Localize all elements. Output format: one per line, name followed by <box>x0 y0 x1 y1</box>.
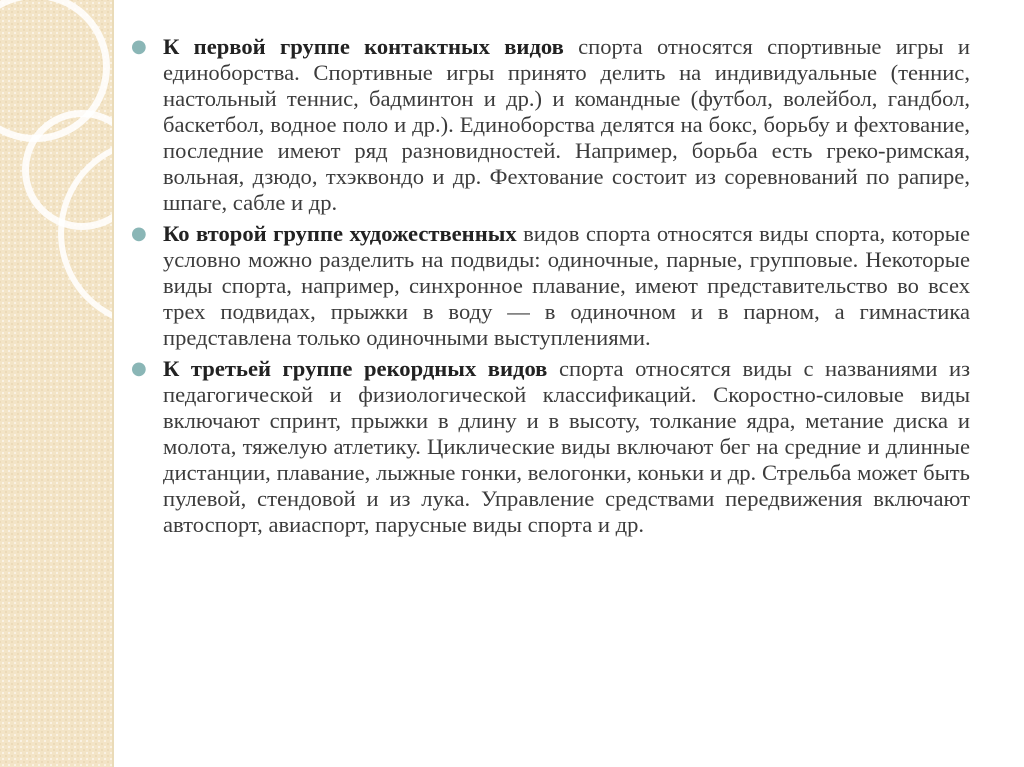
bullet-icon: ● <box>131 36 147 57</box>
decorative-side-band <box>0 0 112 767</box>
bullet-heading: Ко второй группе художественных <box>163 221 517 246</box>
bullet-heading: К третьей группе рекордных видов <box>163 356 548 381</box>
bullet-item-artistic <box>128 221 970 351</box>
bullet-text: видов спорта относятся виды спорта, которые условно можно разделить на подвиды: одиночные, парные, групповые. Некоторые виды спорта, например, синхронное плавание, имеют представительство во всех трех подвидах, прыжки в воду — в одиночном и в парном, а гимнастика представлена только одиночными выступлениями. <box>163 221 970 350</box>
band-divider <box>112 0 114 767</box>
bullet-icon: ● <box>131 223 147 244</box>
bullet-text: спорта относятся спортивные игры и единоборства. Спортивные игры принято делить на индивидуальные (теннис, настольный теннис, бадминтон и др.) и командные (футбол, волейбол, гандбол, баскетбол, водное поло и др.). Единоборства делятся на бокс, борьбу и фехтование, последние имеют ряд разновидностей. Например, борьба есть греко-римская, вольная, дзюдо, тхэквондо и др. Фехтование состоит из соревнований по рапире, шпаге, сабле и др. <box>163 34 970 215</box>
bullet-icon: ● <box>131 358 147 379</box>
bullet-heading: К первой группе контактных видов <box>163 34 564 59</box>
bullet-list <box>128 34 970 538</box>
bullet-text: спорта относятся виды с названиями из педагогической и физиологической классификаций. Скоростно-силовые виды включают спринт, прыжки в длину и в высоту, толкание ядра, метание диска и молота, тяжелую атлетику. Циклические виды включают бег на средние и длинные дистанции, плавание, лыжные гонки, велогонки, коньки и др. Стрельба может быть пулевой, стендовой и из лука. Управление средствами передвижения включают автоспорт, авиаспорт, парусные виды спорта и др. <box>163 356 970 537</box>
bullet-item-contact <box>128 34 970 216</box>
slide-content <box>128 34 970 734</box>
bullet-item-record <box>128 356 970 538</box>
